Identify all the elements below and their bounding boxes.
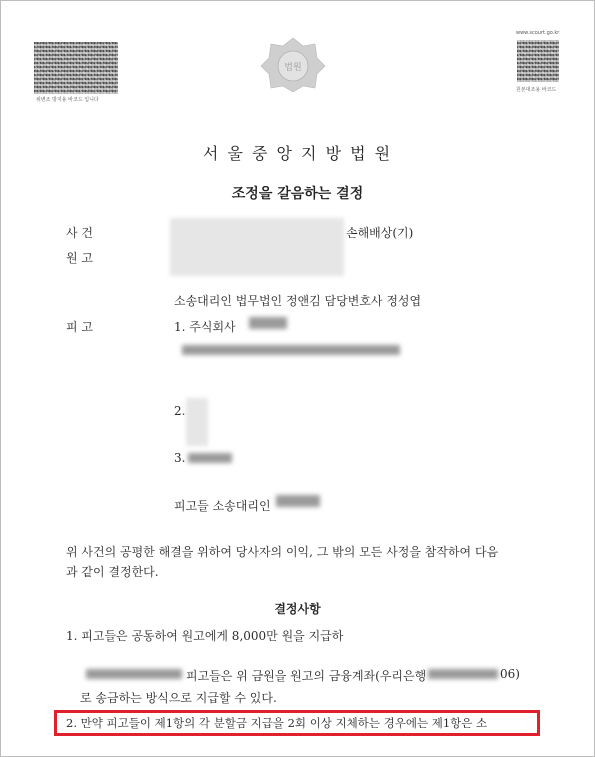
- redacted-case-number: [170, 218, 344, 276]
- right-qr-caption: 원본대조용 바코드: [516, 87, 557, 93]
- right-qr-code: [517, 40, 559, 82]
- redacted-item-1-parties: [86, 669, 182, 679]
- document-title: 조정을 갈음하는 결정: [231, 186, 364, 202]
- plaintiff-representative: 소송대리인 법무법인 정앤김 담당변호사 정성엽: [174, 294, 422, 308]
- redacted-defendants-rep: [276, 495, 320, 507]
- court-url: www.scourt.go.kr: [516, 30, 560, 36]
- redacted-account-number: [428, 669, 498, 679]
- defendant-label: 피 고: [66, 320, 93, 334]
- court-emblem-icon: [259, 36, 327, 92]
- case-type: 손해배상(기): [346, 226, 414, 240]
- intro-line-2: 과 같이 결정한다.: [66, 565, 159, 579]
- decision-item-2: 2. 만약 피고들이 제1항의 각 분할금 지급을 2회 이상 지체하는 경우에는 제1항은 소: [66, 716, 488, 730]
- left-security-barcode: [34, 42, 118, 94]
- defendant-3: 3.: [174, 451, 186, 465]
- defendant-1: 1. 주식회사: [174, 320, 236, 334]
- emblem-text: 법원: [284, 63, 302, 73]
- intro-line-1: 위 사건의 공평한 해결을 위하여 당사자의 이익, 그 밖의 모든 사정을 참작하여 다음: [66, 545, 499, 559]
- decision-item-1-payment: 피고들은 위 금원을 원고의 금융계좌(우리은행: [186, 669, 427, 683]
- decision-item-1-payment-end: 06): [500, 667, 520, 681]
- decision-heading: 결정사항: [274, 602, 321, 616]
- decision-item-1-transfer: 로 송금하는 방식으로 지급할 수 있다.: [80, 691, 277, 705]
- left-barcode-caption: 위변조 방지용 바코드 입니다: [36, 97, 99, 103]
- case-label: 사 건: [66, 226, 93, 240]
- redacted-defendant-1-address: [182, 345, 400, 355]
- redacted-defendant-1-name: [249, 317, 287, 329]
- plaintiff-label: 원 고: [66, 251, 93, 265]
- redacted-defendant-3: [188, 453, 232, 463]
- defendants-representative: 피고들 소송대리인: [174, 499, 271, 513]
- court-name: 서 울 중 앙 지 방 법 원: [202, 144, 393, 163]
- redacted-defendant-2: [186, 398, 208, 446]
- decision-item-1: 1. 피고들은 공동하여 원고에게 8,000만 원을 지급하: [66, 629, 344, 643]
- defendant-2: 2.: [174, 404, 186, 418]
